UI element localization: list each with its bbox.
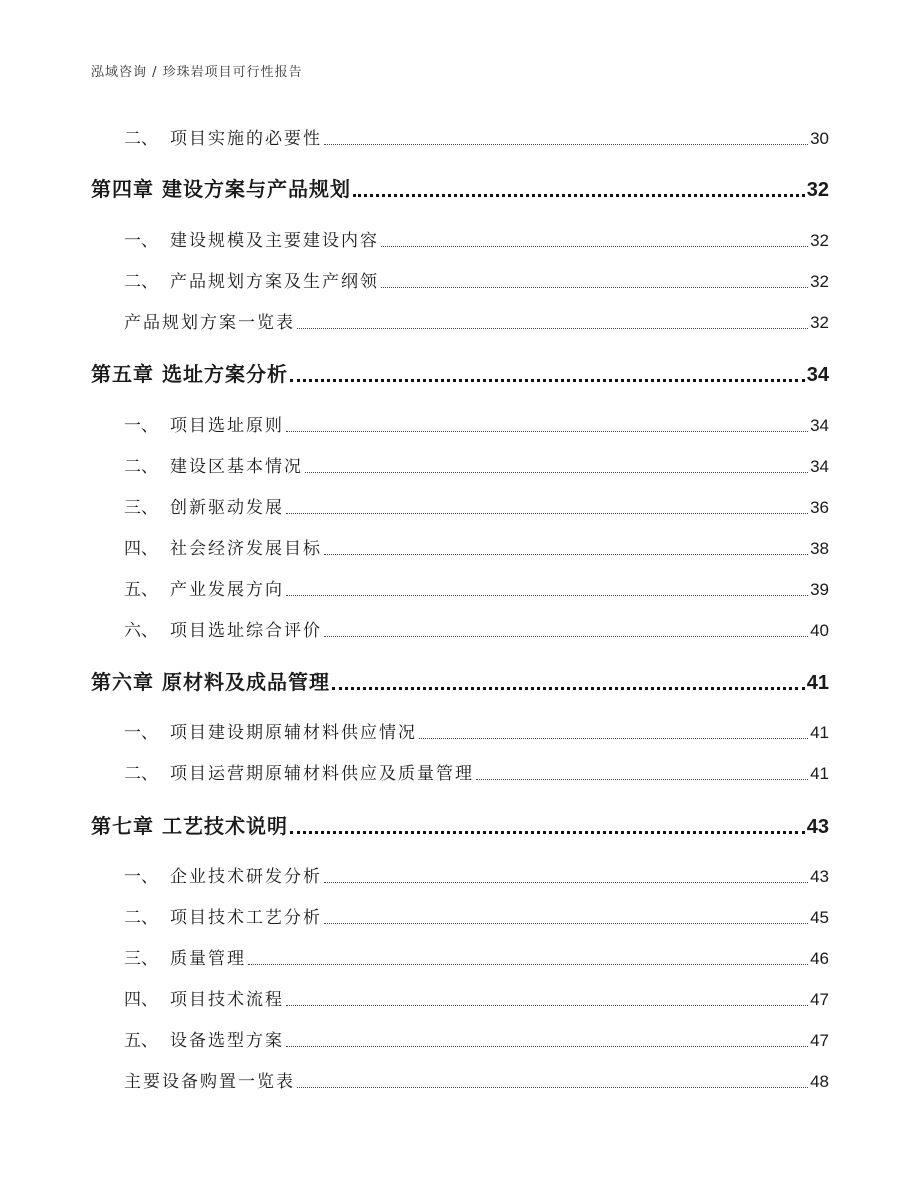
toc-page-number: 32: [810, 313, 829, 332]
toc-page-number: 34: [810, 457, 829, 476]
toc-entry[interactable]: [124, 718, 829, 743]
dot-leader: [332, 687, 805, 690]
toc-entry-title: 五、 产业发展方向: [124, 580, 284, 600]
toc-entry[interactable]: [124, 493, 829, 518]
toc-entry-title: 四、 社会经济发展目标: [124, 539, 322, 559]
toc-entry[interactable]: [124, 985, 829, 1010]
dot-leader: [286, 595, 808, 596]
toc-entry-title: 一、 项目建设期原辅材料供应情况: [124, 723, 417, 743]
dot-leader: [290, 831, 805, 834]
toc-page-number: 41: [810, 723, 829, 742]
toc-entry-title: 产品规划方案一览表: [124, 313, 295, 333]
toc-entry[interactable]: [124, 534, 829, 559]
running-header: 泓域咨询 / 珍珠岩项目可行性报告: [91, 65, 303, 80]
toc-page-number: 34: [806, 364, 829, 386]
toc-entry[interactable]: [124, 616, 829, 641]
toc-entry[interactable]: [124, 308, 829, 333]
dot-leader: [324, 923, 808, 924]
dot-leader: [324, 144, 808, 145]
toc-entry[interactable]: [124, 124, 829, 149]
toc-entry-title: 六、 项目选址综合评价: [124, 621, 322, 641]
toc-page-number: 39: [810, 580, 829, 599]
dot-leader: [286, 1046, 808, 1047]
dot-leader: [381, 287, 808, 288]
dot-leader: [324, 636, 808, 637]
toc-chapter[interactable]: [91, 666, 829, 695]
toc-page-number: 46: [810, 949, 829, 968]
toc-entry-title: 三、 创新驱动发展: [124, 498, 284, 518]
dot-leader: [353, 194, 805, 197]
toc-chapter-title: 第七章 工艺技术说明: [91, 814, 288, 838]
toc-entry[interactable]: [124, 759, 829, 784]
toc-page-number: 32: [810, 272, 829, 291]
toc-page-number: 43: [810, 867, 829, 886]
toc-entry-title: 二、 产品规划方案及生产纲领: [124, 272, 379, 292]
dot-leader: [286, 1005, 808, 1006]
toc-entry-title: 五、 设备选型方案: [124, 1031, 284, 1051]
toc-entry[interactable]: [124, 903, 829, 928]
toc-page-number: 48: [810, 1072, 829, 1091]
dot-leader: [476, 779, 808, 780]
toc-chapter[interactable]: [91, 810, 829, 839]
toc-entry-title: 二、 项目运营期原辅材料供应及质量管理: [124, 764, 474, 784]
toc-page-number: 47: [810, 1031, 829, 1050]
toc-entry-title: 二、 项目实施的必要性: [124, 129, 322, 149]
toc-page-number: 41: [810, 764, 829, 783]
toc-page-number: 36: [810, 498, 829, 517]
toc-page-number: 47: [810, 990, 829, 1009]
dot-leader: [286, 513, 808, 514]
toc-entry[interactable]: [124, 452, 829, 477]
toc-entry[interactable]: [124, 575, 829, 600]
toc-entry[interactable]: [124, 944, 829, 969]
toc-page-number: 43: [806, 816, 829, 838]
toc-chapter-title: 第六章 原材料及成品管理: [91, 670, 330, 694]
toc-entry-title: 四、 项目技术流程: [124, 990, 284, 1010]
toc-entry[interactable]: [124, 267, 829, 292]
dot-leader: [305, 472, 808, 473]
toc-entry[interactable]: [124, 862, 829, 887]
toc-page-number: 32: [810, 231, 829, 250]
toc-entry-title: 一、 建设规模及主要建设内容: [124, 231, 379, 251]
toc-entry-title: 一、 项目选址原则: [124, 416, 284, 436]
dot-leader: [290, 379, 805, 382]
dot-leader: [248, 964, 808, 965]
dot-leader: [324, 554, 808, 555]
dot-leader: [297, 1087, 808, 1088]
dot-leader: [324, 882, 808, 883]
dot-leader: [286, 431, 808, 432]
toc-chapter[interactable]: [91, 358, 829, 387]
toc-page-number: 45: [810, 908, 829, 927]
toc-entry[interactable]: [124, 1026, 829, 1051]
toc-page-number: 41: [806, 672, 829, 694]
toc-page-number: 34: [810, 416, 829, 435]
toc-chapter[interactable]: [91, 173, 829, 202]
toc-page-number: 32: [806, 179, 829, 201]
toc-page-number: 30: [810, 129, 829, 148]
toc-chapter-title: 第五章 选址方案分析: [91, 362, 288, 386]
toc-entry-title: 一、 企业技术研发分析: [124, 867, 322, 887]
toc-page-number: 38: [810, 539, 829, 558]
dot-leader: [419, 738, 808, 739]
toc-page-number: 40: [810, 621, 829, 640]
toc-entry[interactable]: [124, 226, 829, 251]
dot-leader: [381, 246, 808, 247]
toc-entry[interactable]: [124, 1067, 829, 1092]
toc-entry-title: 二、 建设区基本情况: [124, 457, 303, 477]
toc-entry-title: 二、 项目技术工艺分析: [124, 908, 322, 928]
dot-leader: [297, 328, 808, 329]
toc-entry[interactable]: [124, 411, 829, 436]
toc-chapter-title: 第四章 建设方案与产品规划: [91, 177, 351, 201]
toc-entry-title: 三、 质量管理: [124, 949, 246, 969]
toc-entry-title: 主要设备购置一览表: [124, 1072, 295, 1092]
